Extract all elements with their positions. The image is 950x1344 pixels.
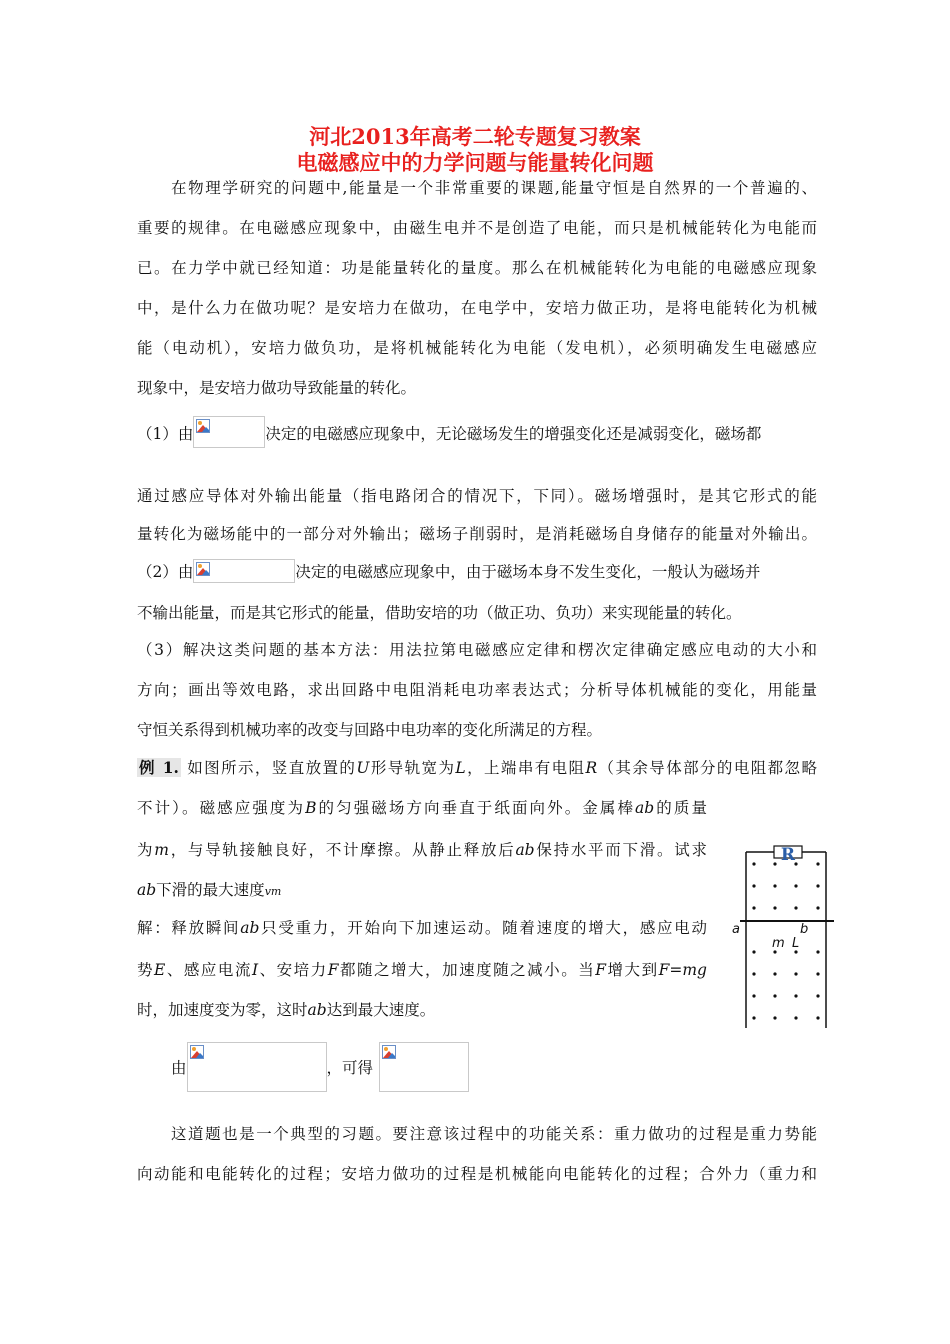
field-dot (794, 1016, 797, 1019)
image-placeholder-icon (382, 1045, 396, 1059)
example-line3 (137, 840, 707, 860)
formula-image-placeholder (193, 416, 265, 448)
p2-line1 (137, 562, 817, 583)
field-dot (816, 994, 819, 997)
p3-line: （3）解决这类问题的基本方法：用法拉第电磁感应定律和楞次定律确定感应电动的大小和 (137, 641, 817, 659)
var-B: B (305, 799, 317, 817)
solution-text: 、感应电流 (165, 961, 252, 979)
label-a: a (732, 922, 740, 937)
example-text: ，上端串有电阻 (465, 759, 586, 777)
solution-text: 只受重力，开始向下加速运动。随着速度的增大，感应电动 (259, 919, 707, 937)
intro-line: 中，是什么力在做功呢？是安培力在做功，在电学中，安培力做正功，是将电能转化为机械 (137, 299, 817, 317)
field-dot (752, 1016, 755, 1019)
p2-suffix: 决定的电磁感应现象中，由于磁场本身不发生变化，一般认为磁场并 (295, 563, 761, 581)
example-text: 保持水平而下滑。试求 (534, 841, 707, 859)
p2-line2: 不输出能量，而是其它形式的能量，借助安培的功（做正功、负功）来实现能量的转化。 (137, 604, 742, 622)
var-ab: ab (515, 841, 535, 859)
field-dot (752, 994, 755, 997)
intro-line: 已。在力学中就已经知道：功是能量转化的量度。那么在机械能转化为电能的电磁感应现象 (137, 259, 817, 277)
field-dot (773, 884, 776, 887)
field-dot (816, 950, 819, 953)
solution-text: 增大到 (606, 961, 659, 979)
doc-title-line2: 电磁感应中的力学问题与能量转化问题 (296, 150, 654, 175)
solution-text: 时，加速度变为零，这时 (137, 1001, 308, 1019)
example-text: （其余导体部分的电阻都忽略 (597, 759, 817, 777)
example-line1 (137, 758, 817, 778)
var-R: R (585, 759, 598, 777)
formula-image-placeholder (193, 559, 295, 583)
var-vm: vm (264, 885, 282, 898)
p3-line: 方向；画出等效电路，求出回路中电阻消耗电功率表达式；分析导体机械能的变化，用能量 (137, 681, 817, 699)
example-line4 (137, 880, 707, 902)
field-dot (752, 972, 755, 975)
label-m: m (772, 936, 785, 951)
field-dot (752, 950, 755, 953)
field-dot (752, 862, 755, 865)
field-dots (752, 862, 819, 1019)
example-text: 如图所示，竖直放置的 (180, 759, 357, 777)
example-text: ，与导轨接触良好，不计摩擦。从静止释放后 (168, 841, 516, 859)
example-text: 不计）。磁感应强度为 (137, 799, 306, 817)
field-dot (773, 1016, 776, 1019)
label-L: L (792, 936, 800, 951)
solution-text: 达到最大速度。 (326, 1001, 436, 1019)
image-placeholder-icon (190, 1045, 204, 1059)
field-dot (794, 972, 797, 975)
solution-line2 (137, 960, 707, 980)
intro-line: 能（电动机），安培力做负功，是将机械能转化为电能（发电机），必须明确发生电磁感应 (137, 339, 817, 357)
image-placeholder-icon (196, 419, 210, 433)
example-line2 (137, 798, 707, 818)
solution-line3 (137, 1000, 707, 1020)
field-dot (794, 994, 797, 997)
var-F: F (327, 961, 339, 979)
doc-title-line1: 河北2013年高考二轮专题复习教案 (309, 124, 641, 149)
closing-line: 向动能和电能转化的过程；安培力做功的过程是机械能向电能转化的过程；合外力（重力和 (137, 1165, 817, 1183)
p1-line3: 量转化为磁场能中的一部分对外输出；磁场子削弱时，是消耗磁场自身储存的能量对外输出。 (137, 525, 817, 543)
intro-line: 重要的规律。在电磁感应现象中，由磁生电并不是创造了电能，而只是机械能转化为电能而 (137, 219, 817, 237)
solution-text: 都随之增大，加速度随之减小。当 (338, 961, 596, 979)
solution-formula-line (171, 1046, 571, 1092)
label-b: b (800, 922, 809, 937)
var-ab: ab (137, 881, 157, 899)
formula-image-placeholder (187, 1042, 327, 1092)
solution-line1 (137, 918, 707, 938)
example-text: 形导轨宽为 (369, 759, 456, 777)
intro-line: 现象中，是安培力做功导致能量的转化。 (137, 379, 417, 397)
solution-text: 由 (171, 1059, 187, 1077)
solution-text: ，可得 (326, 1059, 374, 1077)
p1-line2: 通过感应导体对外输出能量（指电路闭合的情况下，下同）。磁场增强时，是其它形式的能 (137, 487, 817, 505)
field-dot (816, 884, 819, 887)
var-ab: ab (307, 1001, 327, 1019)
var-m: m (154, 841, 169, 859)
field-dot (773, 994, 776, 997)
field-dot (816, 1016, 819, 1019)
var-L: L (455, 759, 466, 777)
solution-text: 解：释放瞬间 (137, 919, 241, 937)
solution-text: 、安培力 (258, 961, 328, 979)
solution-text: 势 (137, 961, 155, 979)
field-dot (794, 906, 797, 909)
var-E: E (154, 961, 166, 979)
var-ab: ab (635, 799, 655, 817)
field-dot (773, 862, 776, 865)
var-I: I (251, 961, 259, 979)
field-dot (816, 862, 819, 865)
example-text: 的匀强磁场方向垂直于纸面向外。金属棒 (316, 799, 636, 817)
var-F-eq-mg: F=mg (658, 961, 707, 979)
formula-image-placeholder (379, 1042, 469, 1092)
example-text: 的质量 (654, 799, 707, 817)
example-text: 为 (137, 841, 155, 859)
intro-line: 在物理学研究的问题中,能量是一个非常重要的课题,能量守恒是自然界的一个普遍的、 (171, 179, 817, 197)
field-dot (816, 906, 819, 909)
example-text: 下滑的最大速度 (156, 881, 265, 899)
field-dot (773, 972, 776, 975)
p1-line1 (137, 422, 817, 448)
field-dot (816, 972, 819, 975)
var-ab: ab (240, 919, 260, 937)
closing-line: 这道题也是一个典型的习题。要注意该过程中的功能关系：重力做功的过程是重力势能 (171, 1125, 817, 1143)
p1-prefix: （1）由 (137, 425, 194, 443)
var-F: F (595, 961, 607, 979)
resistor-label: R (780, 845, 796, 865)
image-placeholder-icon (196, 562, 210, 576)
p1-suffix: 决定的电磁感应现象中，无论磁场发生的增强变化还是减弱变化，磁场都 (265, 425, 762, 443)
field-dot (752, 884, 755, 887)
p3-line: 守恒关系得到机械功率的改变与回路中电功率的变化所满足的方程。 (137, 721, 603, 739)
field-dot (752, 906, 755, 909)
p2-prefix: （2）由 (137, 563, 194, 581)
field-dot (794, 884, 797, 887)
field-dot (773, 906, 776, 909)
var-U: U (356, 759, 370, 777)
example-label: 例 1. (139, 758, 179, 777)
rail-diagram (730, 842, 840, 1032)
